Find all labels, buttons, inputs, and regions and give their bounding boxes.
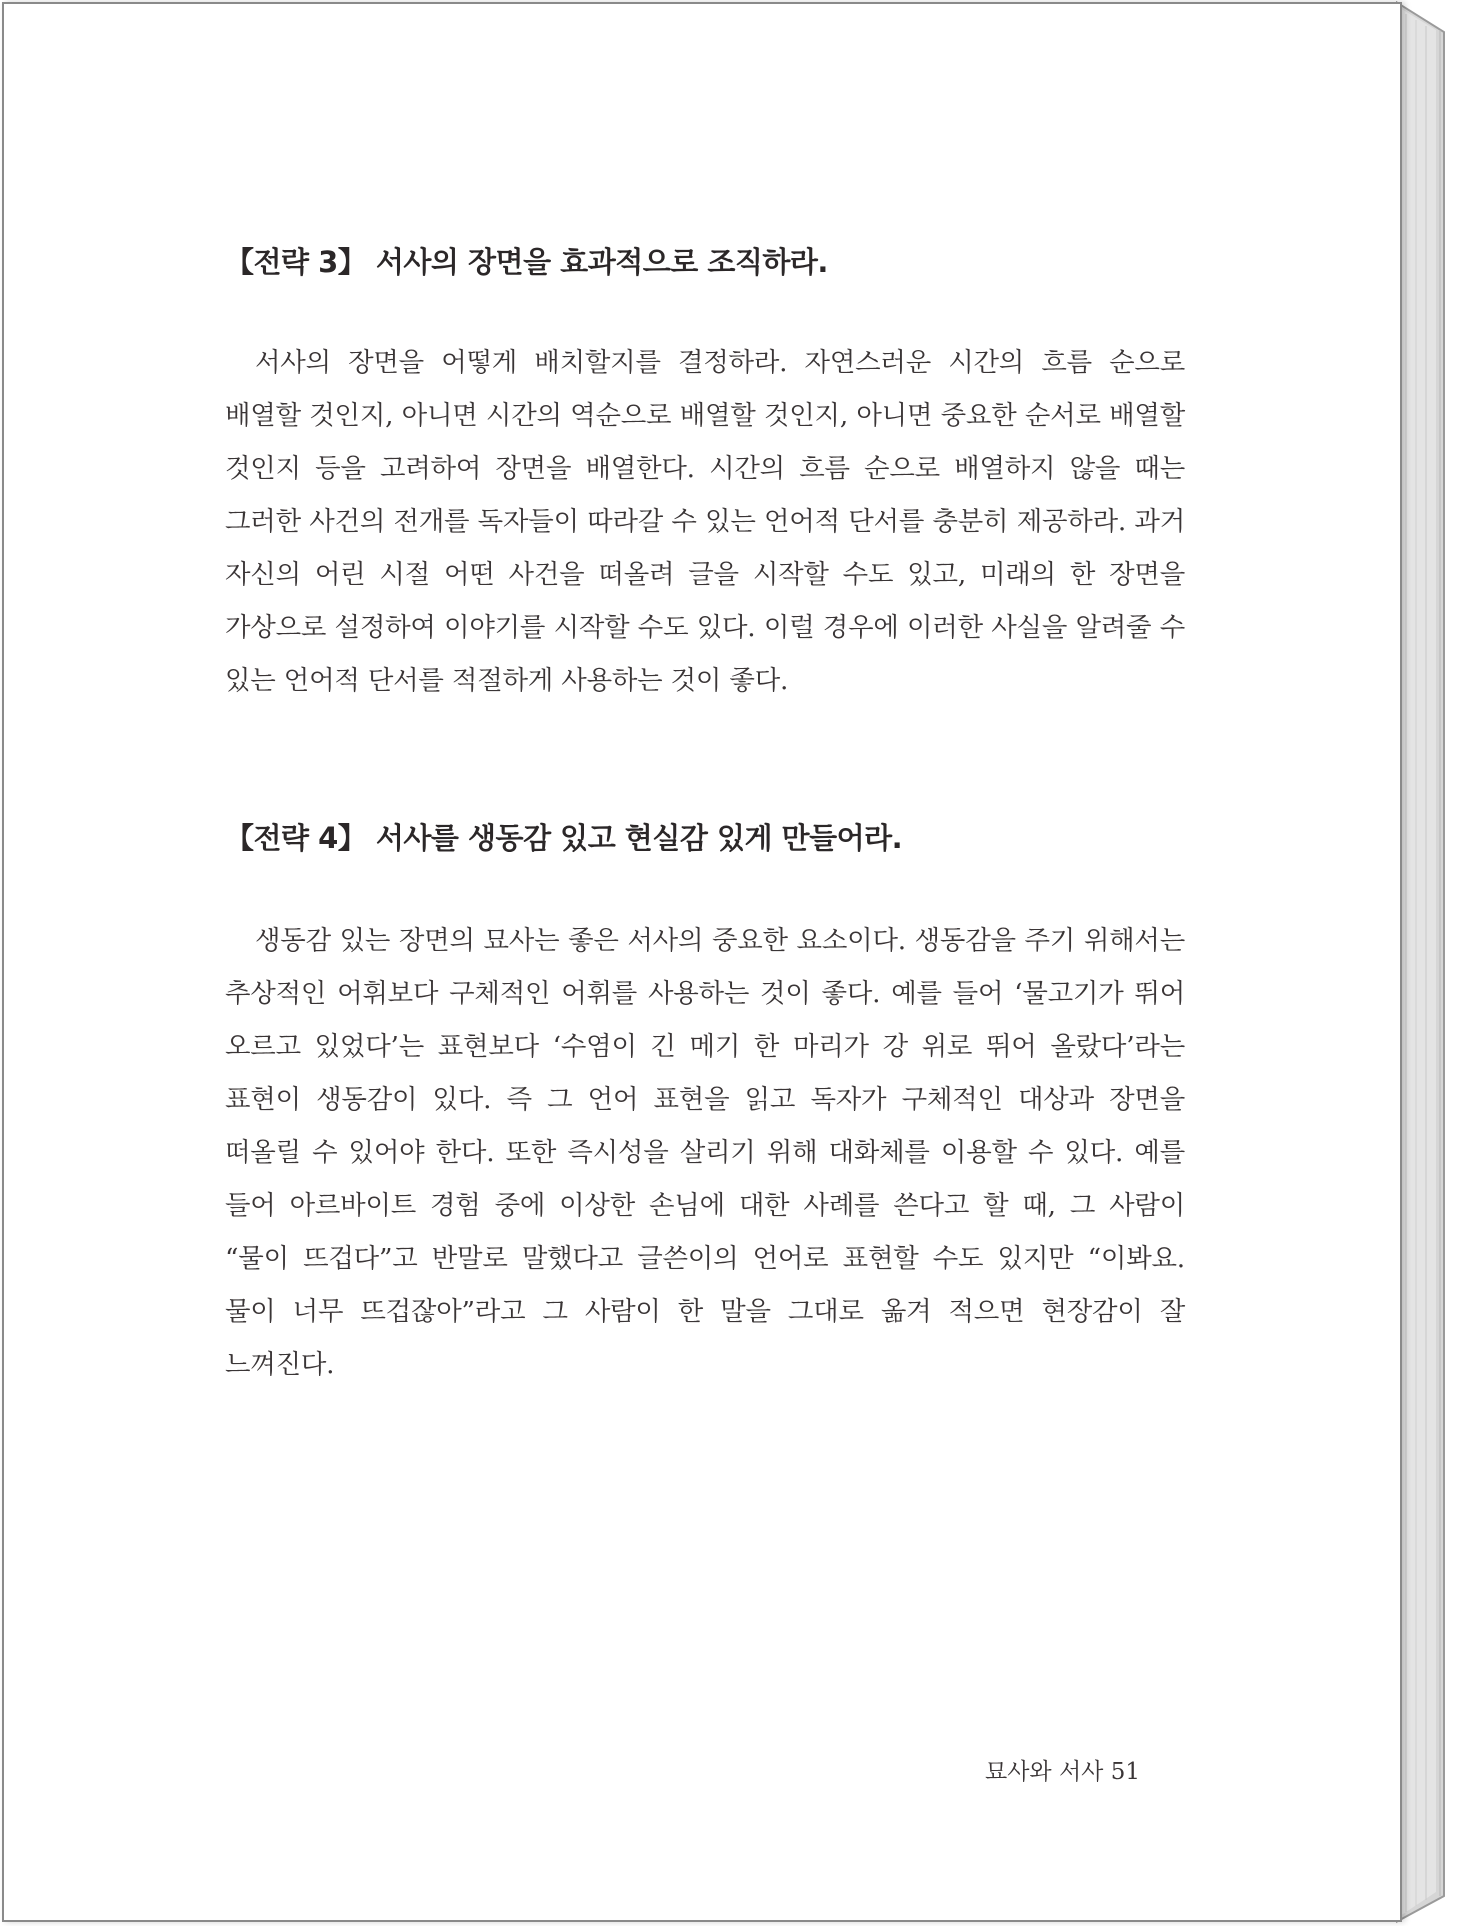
section-paragraph-strategy-3: 서사의 장면을 어떻게 배치할지를 결정하라. 자연스러운 시간의 흐름 순으로 배열할 것인지, 아니면 시간의 역순으로 배열할 것인지, 아니면 중요한 순서로 배열할 것인지 등을 고려하여 장면을 배열한다. 시간의 흐름 순으로 배열하지 않을 때는 그러한 사건의 전개를 독자들이 따라갈 수 있는 언어적 단서를 충분히 제공하라. 과거 자신의 어린 시절 어떤 사건을 떠올려 글을 시작할 수도 있고, 미래의 한 장면을 가상으로 설정하여 이야기를 시작할 수도 있다. 이럴 경우에 이러한 사실을 알려줄 수 있는 언어적 단서를 적절하게 사용하는 것이 좋다.: [225, 347, 1185, 696]
section-paragraph-strategy-4: 생동감 있는 장면의 묘사는 좋은 서사의 중요한 요소이다. 생동감을 주기 위해서는 추상적인 어휘보다 구체적인 어휘를 사용하는 것이 좋다. 예를 들어 ‘물고기가 뛰어 오르고 있었다’는 표현보다 ‘수염이 긴 메기 한 마리가 강 위로 뛰어 올랐다’라는 표현이 생동감이 있다. 즉 그 언어 표현을 읽고 독자가 구체적인 대상과 장면을 떠올릴 수 있어야 한다. 또한 즉시성을 살리기 위해 대화체를 이용할 수 있다. 예를 들어 아르바이트 경험 중에 이상한 손님에 대한 사례를 쓴다고 할 때, 그 사람이 “물이 뜨겁다”고 반말로 말했다고 글쓴이의 언어로 표현할 수도 있지만 “이봐요. 물이 너무 뜨겁잖아”라고 그 사람이 한 말을 그대로 옮겨 적으면 현장감이 잘 느껴진다.: [225, 925, 1185, 1380]
page-number: 51: [1110, 1759, 1140, 1785]
running-title: 묘사와 서사: [985, 1759, 1104, 1785]
page-footer: [985, 1753, 1140, 1786]
page-stack-edge: [1396, 0, 1464, 1926]
section-heading-strategy-4: 【전략 4】 서사를 생동감 있고 현실감 있게 만들어라.: [225, 821, 903, 855]
book-page: [2, 2, 1402, 1922]
section-heading-strategy-3: 【전략 3】 서사의 장면을 효과적으로 조직하라.: [225, 245, 828, 279]
